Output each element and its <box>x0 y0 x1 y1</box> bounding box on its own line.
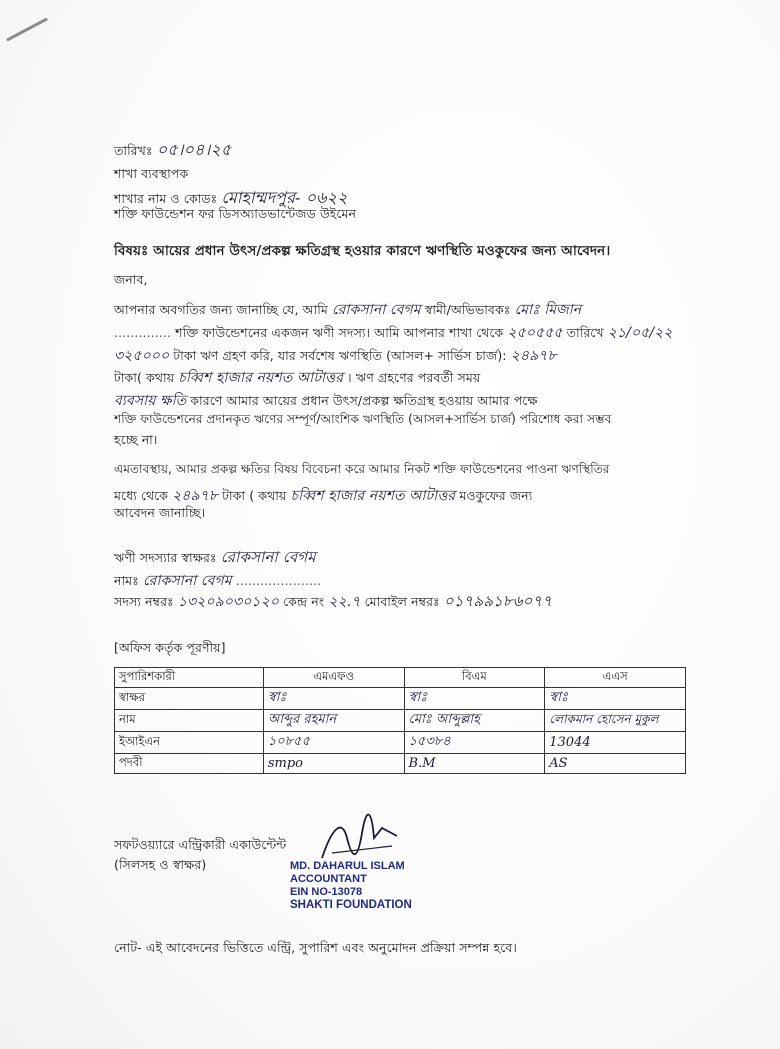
table-cell: smpo <box>263 754 404 774</box>
table-header-cell: সুপারিশকারী <box>115 668 264 688</box>
table-header-row <box>115 668 686 688</box>
row-label: স্বাক্ষর <box>115 688 264 710</box>
stamp-line: SHAKTI FOUNDATION <box>290 899 412 911</box>
row-label: ইআইএন <box>115 732 264 754</box>
table-cell: ১০৮৫৫ <box>263 732 404 754</box>
stamp-line: ACCOUNTANT <box>290 873 367 885</box>
balance-words-hand: চব্বিশ হাজার নয়শত আটাত্তর <box>178 370 344 386</box>
body-text: মওকুফের জন্য <box>459 488 533 503</box>
body-text: শক্তি ফাউন্ডেশনের একজন ঋণী সদস্য। আমি আপনার শাখা থেকে <box>175 325 504 340</box>
table-cell: মোঃ আব্দুল্লাহ <box>404 710 545 732</box>
body-line-8: এমতাবস্থায়, আমার প্রকল্প ক্ষতির বিষয় বিবেচনা করে আমার নিকট শক্তি ফাউন্ডেশনের পাওনা ঋণস্থিতির <box>114 462 610 476</box>
body-line-5 <box>114 389 538 413</box>
office-use-label: [অফিস কর্তৃক পূরণীয়] <box>114 640 226 655</box>
body-text: স্বামী/অভিভাবকঃ <box>424 302 511 317</box>
organization-line: শক্তি ফাউন্ডেশন ফর ডিসঅ্যাডভান্টেজড উইমেন <box>114 206 357 221</box>
table-cell: স্বাঃ <box>263 688 404 710</box>
table-cell: লোকমান হোসেন মুকুল <box>545 710 686 732</box>
center-value: ২২.৭ <box>328 594 361 610</box>
table-row <box>115 688 686 710</box>
body-text: টাকা ঋণ গ্রহণ করি, যার সর্বশেষ ঋণস্থিতি (আসল+ সার্ভিস চার্জ): <box>173 348 507 363</box>
body-text: তারিখে <box>566 325 604 340</box>
table-cell: AS <box>545 754 686 774</box>
branch-label: শাখার নাম ও কোডঃ <box>114 191 218 206</box>
stamp-line: EIN NO-13078 <box>290 886 363 898</box>
body-text: টাকা( কথায় <box>114 370 175 385</box>
member-value: ১৩২০৯০৩০১২০ <box>177 594 280 610</box>
body-line-3 <box>114 344 557 368</box>
row-label: নাম <box>115 710 264 732</box>
table-cell: 13044 <box>545 732 686 754</box>
center-label: কেন্দ্র নং <box>283 594 325 609</box>
table-header-cell: বিএম <box>404 668 545 688</box>
mobile-value: ০১৭৯৯১৮৬০৭৭ <box>443 592 553 610</box>
body-line-2 <box>114 321 673 345</box>
accountant-signature-icon <box>312 808 402 868</box>
table-row <box>115 732 686 754</box>
dot-leader: ..................... <box>235 573 322 588</box>
sign-label: ঋণী সদস্যার স্বাক্ষরঃ <box>114 550 217 565</box>
salutation: জনাব, <box>114 272 148 287</box>
waive-words-hand: চব্বিশ হাজার নয়শত আটাত্তর <box>290 488 456 504</box>
table-cell: B.M <box>404 754 545 774</box>
table-row <box>115 754 686 774</box>
applicant-sign-line <box>114 546 316 571</box>
body-line-1 <box>114 298 581 322</box>
body-text: মধ্যে থেকে <box>114 488 169 503</box>
date-line <box>114 137 231 164</box>
body-text: টাকা ( কথায় <box>222 488 287 503</box>
balance-hand: ২৪৯৭৮ <box>510 348 557 364</box>
applicant-name-hand: রোকসানা বেগম <box>332 302 421 318</box>
table-cell: আব্দুর রহমান <box>263 710 404 732</box>
accountant-title: সফটওয়্যারে এন্ট্রিকারী একাউন্টেন্ট <box>114 837 287 852</box>
branch-value: মোহাম্মদপুর- ০৬২২ <box>221 188 348 207</box>
table-header-cell: এমএফও <box>263 668 404 688</box>
body-line-4 <box>114 366 480 390</box>
applicant-name-value: রোকসানা বেগম <box>142 573 232 589</box>
applicant-member-line <box>114 590 552 615</box>
loan-amount-hand: ৩২৫০০০ <box>114 348 170 364</box>
reason-hand: ব্যবসায় ক্ষতি <box>114 393 187 409</box>
body-line-6: শক্তি ফাউন্ডেশনের প্রদানকৃত ঋণের সম্পূর্ণ/আংশিক ঋণস্থিতি (আসল+সার্ভিস চার্জ) পরিশোধ করা সম্ভব <box>114 412 612 426</box>
date-value: ০৫।০৪।২৫ <box>156 140 232 159</box>
accountant-seal-note: (সিলসহ ও স্বাক্ষর) <box>114 857 207 872</box>
addressee-title: শাখা ব্যবস্থাপক <box>114 166 189 181</box>
table-cell: স্বাঃ <box>545 688 686 710</box>
body-line-7: হচ্ছে না। <box>114 432 158 447</box>
mobile-label: মোবাইল নম্বরঃ <box>364 594 440 609</box>
applicant-signature: রোকসানা বেগম <box>220 548 316 566</box>
subject-line: বিষয়ঃ আয়ের প্রধান উৎস/প্রকল্প ক্ষতিগ্রস্থ হওয়ার কারণে ঋণস্থিতি মওকুফের জন্য আবেদন। <box>114 243 611 259</box>
table-cell: স্বাঃ <box>404 688 545 710</box>
waive-amount-hand: ২৪৯৭৮ <box>172 488 219 504</box>
dot-leader: .............. <box>114 325 172 340</box>
staple-mark <box>6 17 48 41</box>
stamp-line: MD. DAHARUL ISLAM <box>290 860 405 872</box>
row-label: পদবী <box>115 754 264 774</box>
guardian-name-hand: মোঃ মিজান <box>514 302 582 318</box>
footer-note: নোট- এই আবেদনের ভিত্তিতে এন্ট্রি, সুপারিশ এবং অনুমোদন প্রক্রিয়া সম্পন্ন হবে। <box>114 940 517 955</box>
body-text: । ঋণ গ্রহণের পরবর্তী সময় <box>347 370 481 385</box>
loan-date-hand: ২১/০৫/২২ <box>607 325 673 341</box>
accountant-stamp <box>290 860 412 912</box>
loan-no-hand: ২৫০৫৫৫ <box>507 325 563 341</box>
member-label: সদস্য নম্বরঃ <box>114 594 174 609</box>
recommendation-table <box>114 667 686 774</box>
body-text: কারণে আমার আয়ের প্রধান উৎস/প্রকল্প ক্ষতিগ্রস্থ হওয়ায় আমার পক্ষে <box>190 393 538 408</box>
table-header-cell: এএস <box>545 668 686 688</box>
body-text: আপনার অবগতির জন্য জানাচ্ছি যে, আমি <box>114 302 328 317</box>
name-label: নামঃ <box>114 573 139 588</box>
body-line-10: আবেদন জানাচ্ছি। <box>114 505 206 520</box>
date-label: তারিখঃ <box>114 143 153 158</box>
table-row <box>115 710 686 732</box>
table-cell: ১৫৩৮৪ <box>404 732 545 754</box>
